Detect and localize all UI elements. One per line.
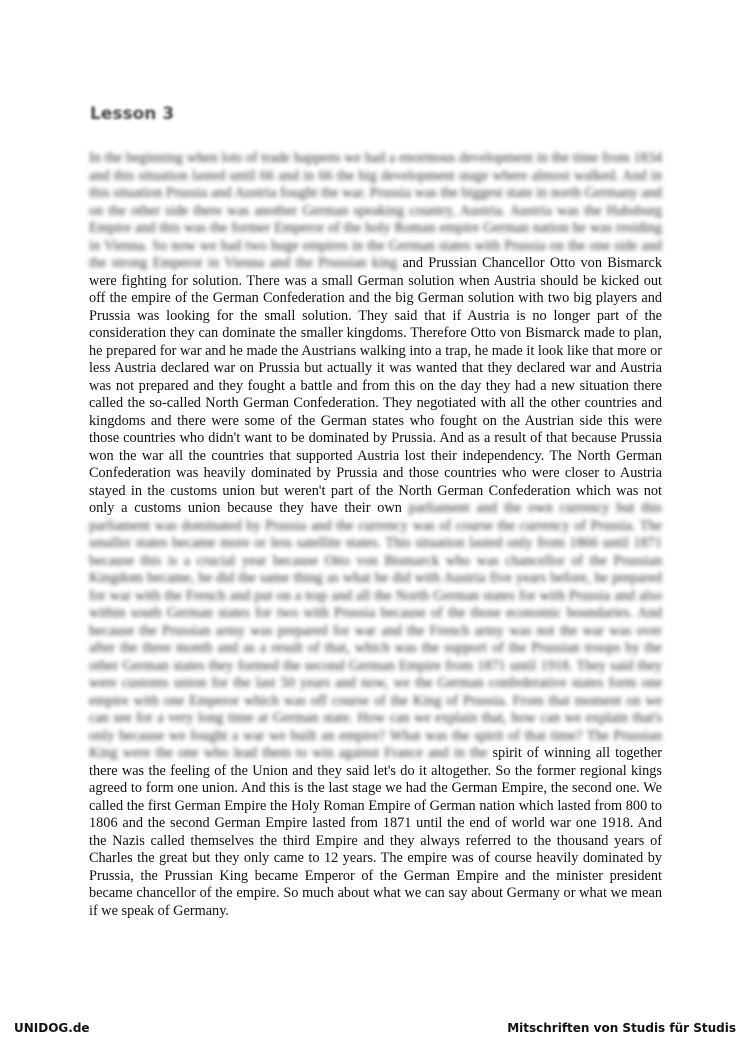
visible-text-part-2: spirit of winning all together there was the feeling of the Union and they said let's do it altogether. So the former regional kings agreed to form one union. And this is the last stage we had the German Empire, the second one. We called the first German Empire the Holy Roman Empire of German nation which lasted from 800 to 1806 and the second German Empire lasted from 1871 until the end of world war one 1918. And the Nazis called themselves the third Empire and they always referred to the thousand years of Charles the great but they only came to 12 years. The empire was of course heavily dominated by Prussia, the Prussian King became Emperor of the German Empire and the minister president became chancellor of the empire. So much about what we can say about Germany or what we mean if we speak of Germany.: [89, 745, 663, 919]
footer-tagline: Mitschriften von Studis für Studis: [507, 1021, 736, 1035]
blurred-middle-text: parliament and the own currency but this parliament was dominated by Prussia and the currency was of course the currency of Prussia. The smaller states became more or less satellite states. This situation lasted only from 1866 until 1871 because this is a crucial year because Otto von Bismarck who was chancellor of the Prussian Kingdom became, he did the same thing as what he did with Austria five years before, he prepared for war with the French and put on a trap and all the North German states for with Prussia and also within south German states for two with Prussia because of the those economic boundaries. And because the Prussian army was prepared for war and the French army was not the war was over after the three month and as a result of that, which was the support of the Prussian troops by the other German states they formed the second German Empire from 1871 until 1918. They said they were customs union for the last 50 years and now, we the German confederative states form one empire with one Emperor which was off course of the King of Prussia. From that moment on we can see for a very long time at German state. How can we explain that, how can we explain that's only because we fought a war we built an empire? What was the spirit of that time? The Prussian King were the one who lead them to win against France and in the: [89, 500, 662, 761]
footer-site-name: UNIDOG.de: [14, 1021, 90, 1035]
lesson-title: Lesson 3: [90, 104, 175, 124]
blurred-intro-text: In the beginning when lots of trade happens we had a enormous development in the time from 1834 and this situation lasted until 66 and in 66 the big development stage where almost walked. And in this situation Prussia and Austria fought the war. Prussia was the biggest state in north Germany and on the other side there was another German speaking country, Austria. Austria was the Habsburg Empire and this was the former Emperor of the holy Roman empire German nation he was residing in Vienna. So now we had two huge empires in the German states with Prussia on the one side and the strong Emperor in Vienna and the Prussian king: [89, 150, 662, 271]
lesson-body: [89, 150, 662, 920]
visible-text-part-1: and Prussian Chancellor Otto von Bismarck were fighting for solution. There was a small German solution when Austria should be kicked out off the empire of the German Confederation and the big German solution with two big players and Prussia was looking for the small solution. They said that if Austria is no longer part of the consideration they can dominate the smaller kingdoms. Therefore Otto von Bismarck made to plan, he prepared for war and he made the Austrians walking into a trap, he made it look like that more or less Austria declared war on Prussia but actually it was wanted that they declared war and Austria was not prepared and they fought a battle and from this on the day they had a new situation there called the so-called North German Confederation. They negotiated with all the other countries and kingdoms and there were some of the German states who fought on the Austrian side this were those countries who didn't want to be dominated by Prussia. And as a result of that because Prussia won the war all the countries that supported Austria lost their independency. The North German Confederation was heavily dominated by Prussia and those countries who were closer to Austria stayed in the customs union but weren't part of the North German Confederation which was not only a customs union because they have their own: [89, 255, 662, 516]
